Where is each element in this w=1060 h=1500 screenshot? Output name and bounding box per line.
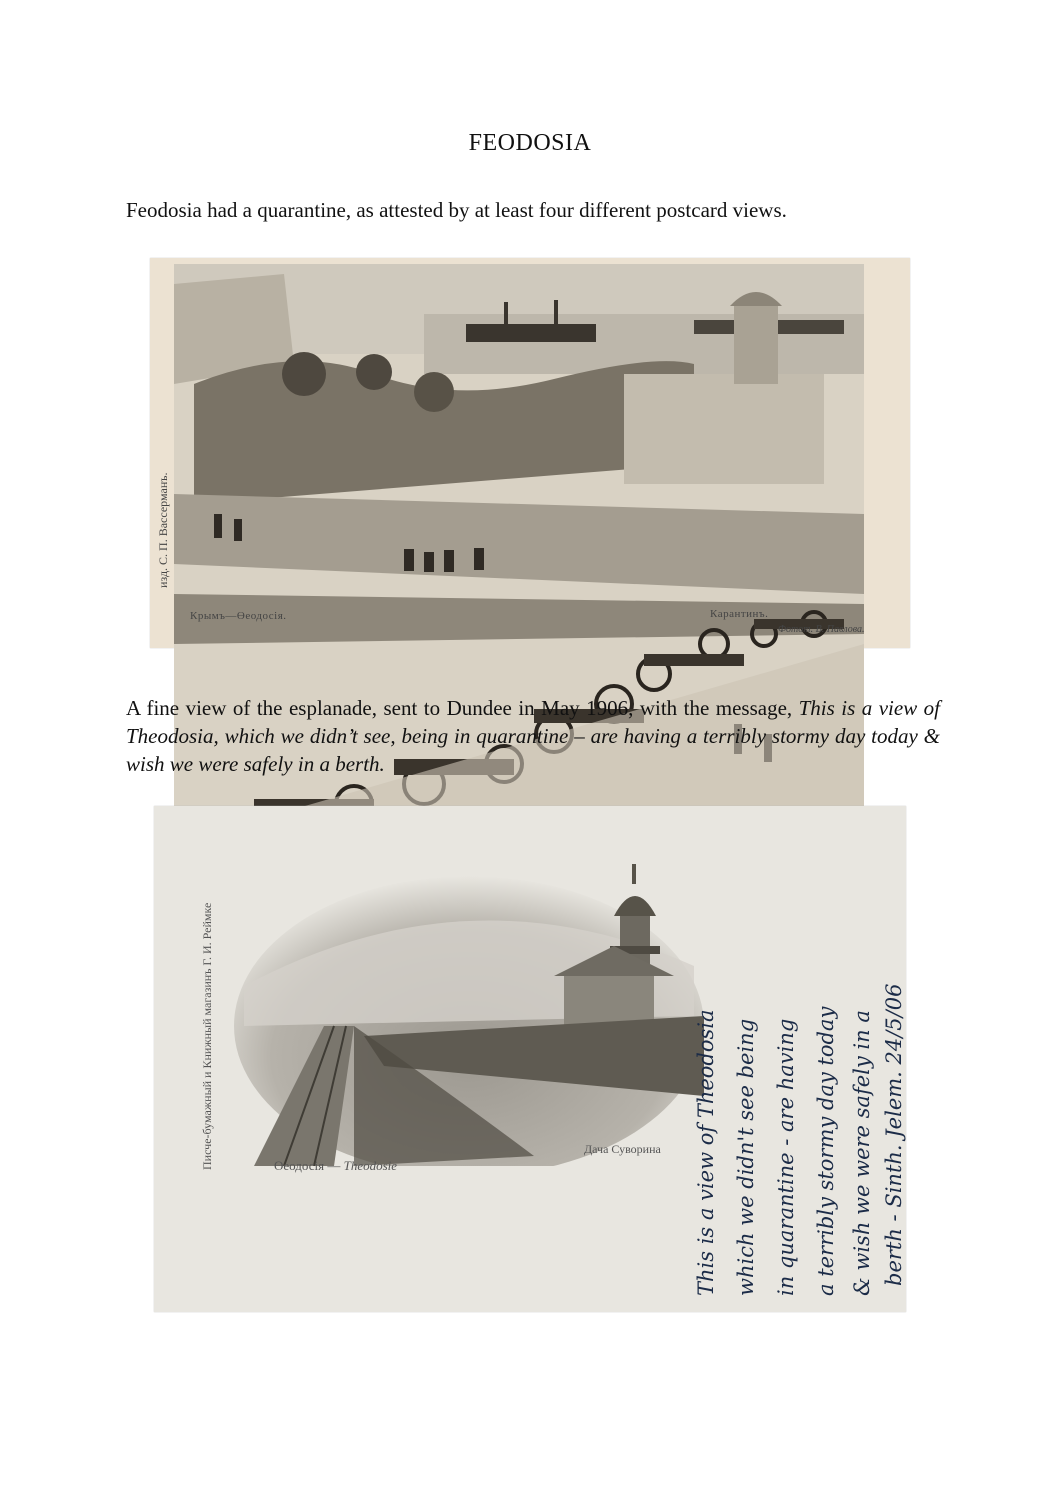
postcard1-caption-subject: Карантинъ. xyxy=(710,608,769,620)
postcard2-description xyxy=(126,694,940,778)
publisher-credit: изд. С. П. Вассерманъ. xyxy=(156,472,170,588)
postcard-message: This is a view of Theodosia, which we didn’t see, being in quarantine – are having a terribly stormy day today & wish we were safely in a berth. xyxy=(126,696,941,776)
handwriting-line: & wish we were safely in a xyxy=(850,1010,874,1296)
publisher-credit: Писче-бумажный и Книжный магазинъ Г. И. Реймке xyxy=(200,902,214,1170)
caption-latin: Theodosie xyxy=(343,1158,398,1173)
esplanade-photo xyxy=(234,836,704,1166)
intro-paragraph: Feodosia had a quarantine, as attested by at least four different postcard views. xyxy=(126,198,787,222)
handwriting-line: berth - Sinth. Jelem. 24/5/06 xyxy=(882,983,906,1286)
postcard2-caption-subject: Дача Суворина xyxy=(584,1142,661,1156)
handwriting-line: in quarantine - are having xyxy=(774,1018,798,1296)
handwriting-line: a terribly stormy day today xyxy=(814,1006,838,1296)
postcard-quarantine xyxy=(150,258,910,648)
caption-text: A fine view of the esplanade, sent to Dundee in May 1906, with the message, xyxy=(126,696,799,720)
postcard-esplanade xyxy=(154,806,906,1312)
caption-cyrillic: Өеодосія xyxy=(274,1158,325,1173)
handwriting-line: which we didn't see being xyxy=(734,1018,758,1296)
caption-dash: — xyxy=(324,1158,344,1173)
postcard1-caption-place: Крымъ—Өеодосія. xyxy=(190,610,287,622)
postcard2-caption-place xyxy=(274,1158,397,1174)
page-title: FEODOSIA xyxy=(468,130,592,156)
handwriting-line: This is a view of Theodosia xyxy=(694,1009,718,1296)
photographer-credit: Фотот. В. Павлова. xyxy=(778,624,865,635)
